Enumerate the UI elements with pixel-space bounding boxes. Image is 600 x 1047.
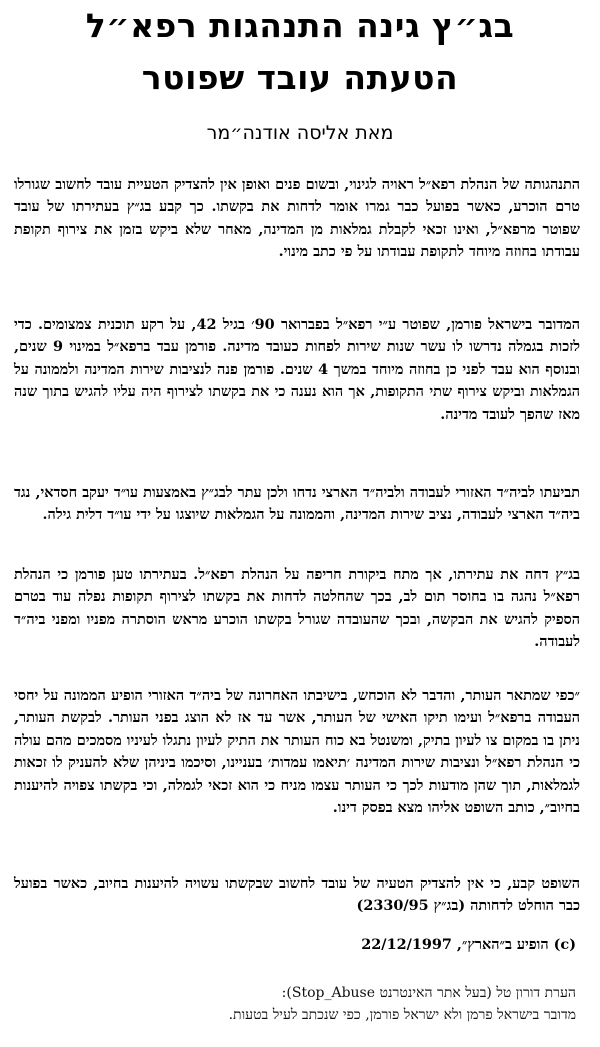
paragraph-5: ״כפי שמתאר העותר, והדבר לא הוכחש, בישיבתו האחרונה של ביה״ד האזורי הופיע הממונה על יחסי העבודה ברפא״ל ועימו תיקו האישי של העותר, אשר עד אז לא הוצג בפני העותר. לבקשת העותר, ניתן בו במקום צו לעיון בתיק, ומשנטל בא כוח העותר את התיק לעיון נתגלו לעיניו מסמכים מהם עולה כי הנהלת רפא״ל ונציבות שירות המדינה ׳תיאמו עמדות׳ בעניינו, וסיכמו ביניהן שלא להעניק לו זכאות לגמלאות, תוך שהן מודעות לכך כי העותר עצמו מניח כי הוא זכאי לגמלה, וכי בקשתו צפויה להיענות בחיוב״, כותב השופט אליהו מצא בפסק דינו. [14, 687, 580, 817]
paragraph-6: השופט קבע, כי אין להצדיק הטעיה של עובד לחשוב שבקשתו עשויה להיענות בחיוב, כאשר בפועל כבר הוחלט לדחותה (בג״ץ 2330/95) [14, 875, 580, 915]
paragraph-3: תביעתו לביה״ד האזורי לעבודה ולביה״ד הארצי נדחו ולכן עתר לבג״ץ באמצעות עו״ד יעקב חסדאי, נגד ביה״ד הארצי לעבודה, נציב שירות המדינה, והממונה על הגמלאות שיוצגו על ידי עו״ד דלית גילה. [14, 484, 580, 524]
paragraph-1: התנהגותה של הנהלת רפא״ל ראויה לגינוי, ובשום פנים ואופן אין להצדיק הטעיית עובד לחשוב שגורלו טרם הוכרע, כאשר בפועל כבר גמרו אומר לדחות את בקשתו. כך קבע בג״ץ בעתירתו של עובד שפוטר מרפא״ל, ואינו זכאי לקבלת גמלאות מן המדינה, מאחר שלא ביקש בזמן את צירוף תקופת עבודתו בחוזה מיוחד לתקופת עבודתו על פי כתב מינוי. [14, 176, 580, 261]
headline-line-2: הטעתה עובד שפוטר [141, 58, 459, 97]
headline-line-1: בג״ץ גינה התנהגות רפא״ל [85, 6, 515, 45]
paragraph-2: המדובר בישראל פורמן, שפוטר ע״י רפא״ל בפברואר 90׳ בגיל 42, על רקע תוכנית צמצומים. כדי לזכות בגמלה נדרשו לו עשר שנות שירות לפחות כעובד מדינה. פורמן עבד ברפא״ל במינוי 9 שנים, ובנוסף הוא עבד לפני כן בחוזה מיוחד במשך 4 שנים. פורמן פנה לנציבות שירות המדינה ולממונה על הגמלאות וביקש צירוף שתי התקופות, אך הוא נענה כי את בקשתו לצירוף היה עליו להגיש בתוך שנה מאז שהפך לעובד מדינה. [14, 316, 580, 423]
editor-note-line-1: הערת דורון טל (בעל אתר האינטרנט Stop_Abuse): [281, 985, 576, 1001]
author-byline: מאת אליסה אודנה״מר [206, 122, 394, 144]
editor-note-line-2: מדובר בישראל פרמן ולא ישראל פורמן, כפי שנכתב לעיל בטעות. [228, 1007, 576, 1023]
publication-dateline: (c) הופיע ב״הארץ״, 22/12/1997 [361, 936, 576, 953]
paragraph-4: בג״ץ דחה את עתירתו, אך מתח ביקורת חריפה על הנהלת רפא״ל. בעתירתו טען פורמן כי הנהלת רפא״ל נהגה בו בחוסר תום לב, בכך שהחלטה לדחות את בקשתו לצירוף תקופות נפלה עוד בטרם הספיק להגיש את הבקשה, ובכך שהעובדה שגורל בקשתו הוכרע מראש הוסתרה מפניו ומפני ביה״ד לעבודה. [14, 566, 580, 651]
